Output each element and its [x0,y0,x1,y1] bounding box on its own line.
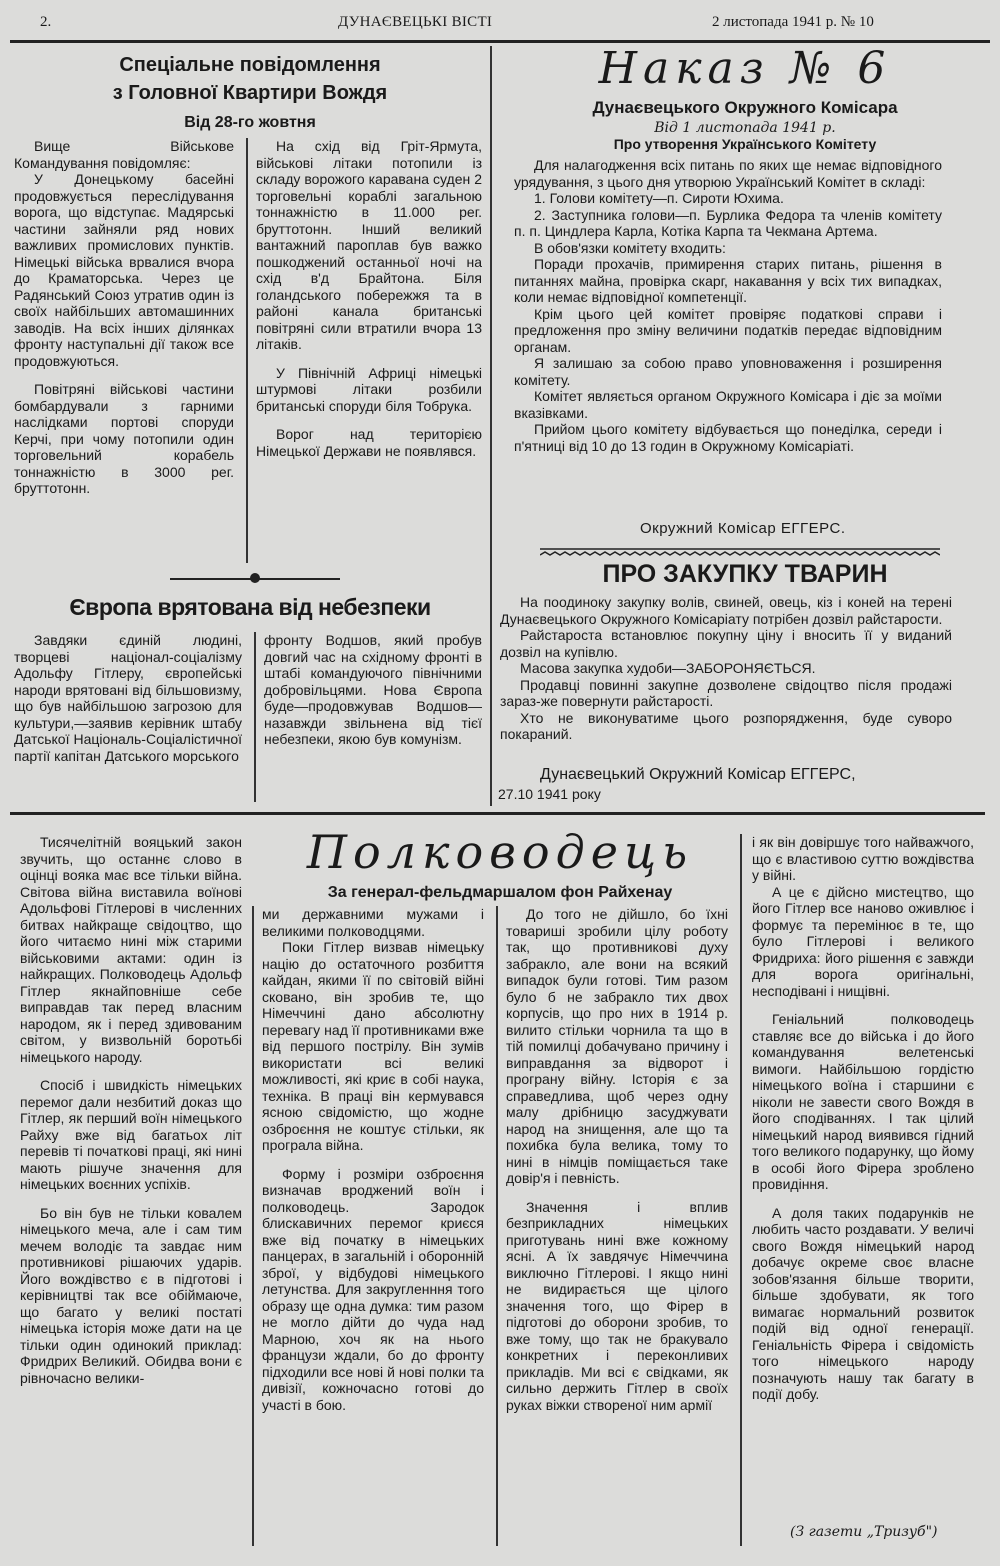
paragraph: Продавці повинні закупне дозволене свідоцтво після продажі зараз-же повернути райстарості. [500,676,952,709]
paragraph: Я залишаю за собою право уповноваження і розширення комітету. [514,355,942,388]
paragraph: Повітряні військові частини бомбардували з гарними наслідками портові споруди Керчі, при чому потопили один торговельний корабель тоннажністю в 3000 рег. бруттотонн. [14,381,234,496]
special-report-title-1: Спеціальне повідомлення [119,54,381,76]
commander-title: Полководець [306,825,694,879]
paragraph: Райстароста встановлює покупну ціну і вносить її у виданий дозвіл на купівлю. [500,627,952,660]
order-date: Від 1 листопада 1941 р. [654,120,836,136]
livestock-body [500,594,952,746]
paragraph: Бо він був не тільки ковалем німецького меча, але і сам тим мечем володіє та завдає ним противникові рішаючих ударів. Його вождівство є в підготові і керівництві так все обіймаюче, що багато у великі постаті німецька історія може дати на це тільки один одинокий приклад: Фридрих Великий. Обидва вони є рівночасно велики- [20,1204,242,1386]
section-rule [10,812,985,815]
europe-title: Європа врятована від небезпеки [69,594,431,620]
paragraph: А доля таких подарунків не любить часто роздавати. У величі свого Вождя німецький народ добачує окреме своє власне зобов'язання більше творити, більше здобувати, як того вимагає нормальний розвиток подій від одної генерації. Геніальність Фірера і свідомість того німецького народу позначують нашу так багату в події добу. [752,1204,974,1402]
paragraph: Форму і розміри озброєння визначав вроджений воїн і полководець. Зародок блискавичних перемог криєся вже від початку в німецьких панцерах, в загальній і оборонній зброї, у відбудові німецького летунства. Для закругленння того образу ще одна думка: тим разом не могло дійти до чуда над Марною, хоч як на нього французи ждали, бо до фронту підходили все нові й нові полки та дивізії, кожночасно готові до участі в бою. [262,1165,484,1413]
column-divider [496,906,498,1546]
paragraph: У Північній Африці німецькі штурмові літаки розбили британські споруди біля Тобрука. [256,364,482,414]
issue-date: 2 листопада 1941 р. № 10 [712,14,874,30]
column-divider [254,632,256,802]
paragraph: фронту Водшов, який пробув довгий час на східному фронті в штабі командуючого північними добровільцями. Нова Європа буде—продовжував Водшов—назавжди звільнена від тієї небезпеки, якою був комунізм. [264,632,482,747]
wavy-separator [540,542,940,552]
order-signature: Окружний Комісар ЕГГЕРС. [640,520,846,537]
paragraph: Масова закупка худоби—ЗАБОРОНЯЄТЬСЯ. [520,660,816,676]
special-report-title-2: з Головної Квартири Вождя [112,82,388,104]
order-body [514,157,942,519]
paragraph: Хто не виконуватиме цього розпорядження, буде суворо покараний. [500,709,952,742]
paragraph: До того не дійшло, бо їхні товариші зробили цілу роботу так, що противникові духу забракло, але вони на всякий випадок були готові. Тим разом було б не забракло тих двох корпусів, що про них в 1914 р. вилито стільки чорнила та що в тій помилці добачувано причину і виправдання за відворот і програну війну. Історія є за справедлива, щоб через одну малу дрібницю засуджувати народ на знищення, але що та похибка була велика, тому то нині в німців поміщається таке довір'я і певність. [506,906,728,1186]
commander-subtitle: За генерал-фельдмаршалом фон Райхенау [327,884,673,901]
page-number: 2. [40,14,52,30]
paragraph: А це є дійсно мистецтво, що його Гітлер все наново оживлює і формує та перемінює в те, що було Гітлерові і великого Фридриха: його рішення є завжди для ворога оригінальні, несподівані і нищівні. [752,883,974,999]
paragraph: 1. Голови комітету—п. Сироти Юхима. [534,190,784,206]
column-divider [252,906,254,1546]
commander-col-2 [262,906,484,1550]
order-topic: Про утворення Українського Комітету [613,136,877,152]
paragraph: і як він довіршує того найважчого, що є властивою суттю вождівства у війні. [752,834,974,883]
europe-col-2 [264,632,482,802]
paragraph: На поодиноку закупку волів, свиней, овець, кіз і коней на терені Дунаєвецького Окружного Комісаріату потрібен дозвіл райстарости. [500,594,952,627]
livestock-title: ПРО ЗАКУПКУ ТВАРИН [602,560,888,588]
paragraph: Для налагодження всіх питань по яких ще немає відповідного урядування, з цього дня утворюю Український Комітет в складі: [514,157,942,190]
paragraph: 2. Заступника голови—п. Бурлика Федора та членів комітету п. п. Циндлера Карла, Котіка Карпа та Чекмана Артема. [514,206,942,239]
livestock-signature: Дунаєвецький Окружний Комісар ЕГГЕРС, [540,766,856,783]
paragraph: Поради прохачів, примирення старих питань, рішення в питаннях майна, провірка скарг, накавання у всіх тих випадках, коли немає відповідної компетенції. [514,256,942,305]
paragraph: Комітет являється органом Окружного Комісара і діє за моїми вказівками. [514,388,942,421]
order-title: Наказ № 6 [598,43,892,94]
paragraph: Крім цього цей комітет провіряє податкові справи і предложення про зміну величини податків передає відповідним органам. [514,305,942,355]
special-report-col-1 [14,138,234,563]
order-subtitle: Дунаєвецького Окружного Комісара [592,98,898,117]
paragraph: Тисячелітній вояцький закон звучить, що останнє слово в оцінці вояка має все тільки війна. Світова війна виставила воїнові Адольфові Гітлерові в численних битвах найкраще свідоцтво, що його читаємо нині між старими військовими актами: один із найкращих. Полководець Адольф Гітлер якнайповніше себе виправдав так перед власним народом, як і перед здивованим світом, у визвольній боротьбі німецького народу. [20,834,242,1065]
column-divider [740,834,742,1546]
special-report-col-2 [256,138,482,563]
commander-source: (З газети „Тризуб") [790,1524,938,1540]
livestock-date: 27.10 1941 року [498,786,601,802]
europe-col-1 [14,632,242,802]
paragraph: В обов'язки комітету входить: [534,239,726,256]
paragraph: У Донецькому басейні продовжується переслідування ворога, що відступає. Мадярські частини зайняли ряд нових важливих промислових пунктів. Німецькі війська врвалися вчора до Краматорська. Через це Радянський Союз утратив один із своїх найбільших автомашинних заводів. На всіх інших ділянках фронту наступальні дії також все продовжуються. [14,171,234,369]
paragraph: Ворог над територією Німецької Держави не появлявся. [256,426,482,459]
paragraph: На схід від Гріт-Ярмута, військові літаки потопили із складу ворожого каравана суден 2 торговельні кораблі загальною тоннажністю в 11.000 рег. бруттотонн. Інший великий вантажний пароплав був важко пошкоджений останньої ночі на схід в'д Брайтона. Біля голандського побережжя та в районі канала британські повітряні сили втратили вчора 13 літаків. [256,138,482,352]
commander-col-1 [20,834,242,1554]
paper-name: ДУНАЄВЕЦЬКІ ВІСТІ [338,14,493,30]
paragraph: Вище Військове Командування повідомляє: [14,138,234,171]
commander-col-3 [506,906,728,1550]
paragraph: ми державними мужами і великими полководцями. [262,906,484,939]
ornament-dot [250,573,260,583]
paragraph: Геніальний полководець ставляє все до війська і до його командування велетенські вимоги. Найбільшою гордістю німецького воїна і старшини є ніколи не завести свого Вождя в його сподіваннях. І так цілий німецький народ виявився гідний того великого подарунку, що йому в особі його Фірера зроблено провидіння. [752,1011,974,1192]
column-divider-top [490,46,492,806]
paragraph: Завдяки єдиній людині, творцеві націонал-соціалізму Адольфу Гітлеру, європейські народи врятовані від більшовизму, що був найбільшою загрозою для культури,—заявив керівник штабу Датської Національ-Соціалістичної партії капітан Датського морського [14,632,242,764]
paragraph: Прийом цього комітету відбувається що понеділка, середи і п'ятниці від 10 до 13 годин в Окружному Комісаріаті. [514,421,942,454]
paragraph: Спосіб і швидкість німецьких перемог дали незбитий доказ що Гітлер, як перший воїн німецького Райху вже від багатьох літ перевів ті початкові праці, які нині мають рішуче значення для німецьких воєнних успіхів. [20,1077,242,1192]
column-divider [246,138,248,563]
special-report-subtitle: Від 28-го жовтня [184,114,316,131]
paragraph: Поки Гітлер визвав німецьку націю до остаточного розбиття кайдан, якими її по світовій війні сковано, він зробив те, що Німеччині дано абсолютну перевагу над її противниками вже від першого пострілу. Він зумів використати всі великі можливості, які криє в собі наука, техніка. В праці він кермувався ясною свідомістю, що жодне озброєння не коштує стільки, як програла війна. [262,939,484,1153]
commander-col-4 [752,834,974,1514]
paragraph: Значення і вплив безприкладних німецьких приготувань нині вже кожному ясні. А їх завдячує Німеччина виключно Гітлерові. І якщо нині не видирається ще цілого значення того, що Фірер в підготові до оборони зробив, то вже тому, що так не бракувало конкретних і переконливих прикладів. Ми всі є свідками, як сильно держить Гітлер в своїх руках віжки створеної ним армії [506,1198,728,1413]
